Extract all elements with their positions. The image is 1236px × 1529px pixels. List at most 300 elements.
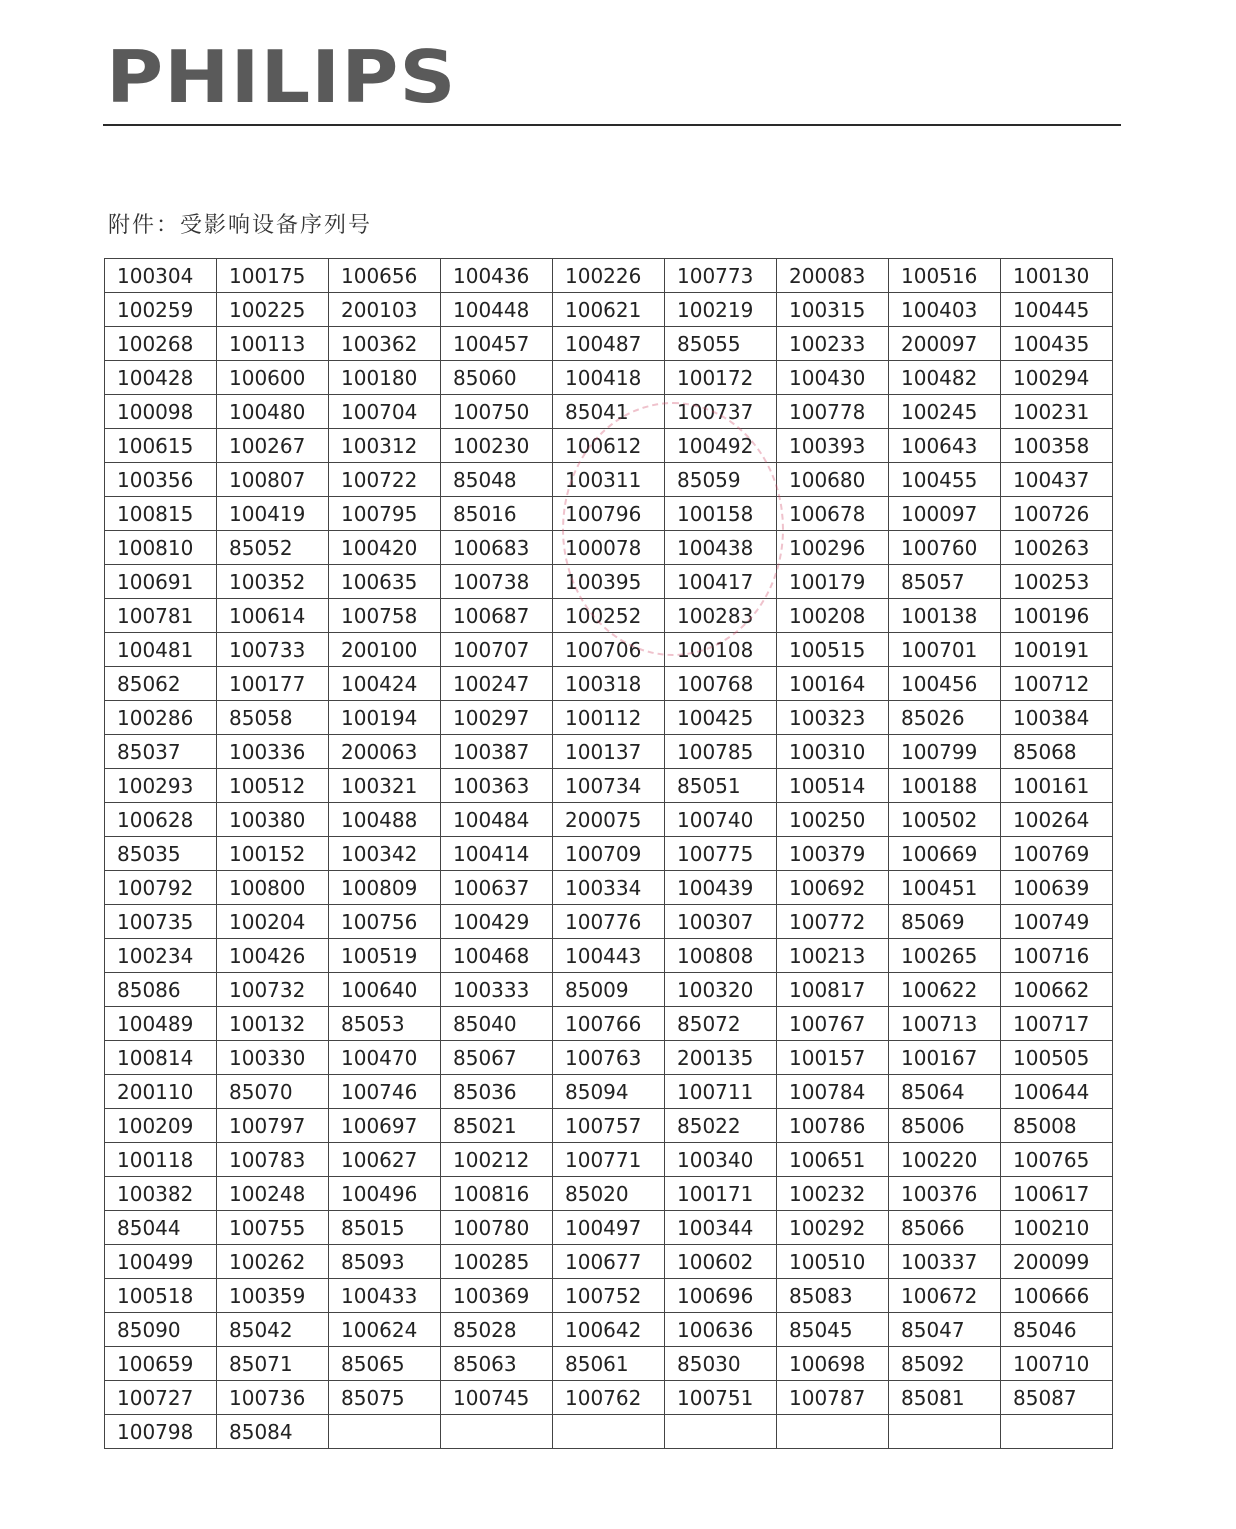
- serial-cell: 100376: [889, 1177, 1001, 1211]
- serial-cell: 100762: [553, 1381, 665, 1415]
- serial-cell: 100293: [105, 769, 217, 803]
- serial-cell: 85092: [889, 1347, 1001, 1381]
- serial-cell: 100179: [777, 565, 889, 599]
- serial-cell: 85006: [889, 1109, 1001, 1143]
- serial-cell: 100312: [329, 429, 441, 463]
- serial-cell: 100379: [777, 837, 889, 871]
- serial-cell: 100212: [441, 1143, 553, 1177]
- serial-cell: 100727: [105, 1381, 217, 1415]
- serial-cell: 100230: [441, 429, 553, 463]
- serial-cell: 100795: [329, 497, 441, 531]
- serial-cell: 100515: [777, 633, 889, 667]
- serial-cell: 100250: [777, 803, 889, 837]
- serial-cell: 85053: [329, 1007, 441, 1041]
- serial-cell: 100499: [105, 1245, 217, 1279]
- serial-cell: 100393: [777, 429, 889, 463]
- serial-cell: 100420: [329, 531, 441, 565]
- table-row: [105, 259, 1113, 293]
- serial-cell: 100768: [665, 667, 777, 701]
- serial-cell: 100384: [1001, 701, 1113, 735]
- serial-cell: 100470: [329, 1041, 441, 1075]
- serial-cell: 100286: [105, 701, 217, 735]
- serial-cell: 85026: [889, 701, 1001, 735]
- serial-cell: 100519: [329, 939, 441, 973]
- serial-cell: 100484: [441, 803, 553, 837]
- serial-cell: 100318: [553, 667, 665, 701]
- serial-cell: 100209: [105, 1109, 217, 1143]
- serial-cell: 85083: [777, 1279, 889, 1313]
- serial-cell: 100161: [1001, 769, 1113, 803]
- serial-cell: 100760: [889, 531, 1001, 565]
- serial-cell: 100624: [329, 1313, 441, 1347]
- serial-cell: 100252: [553, 599, 665, 633]
- serial-cell: 100443: [553, 939, 665, 973]
- serial-cell: 100225: [217, 293, 329, 327]
- philips-logo: PHILIPS: [106, 36, 457, 120]
- serial-cell: 100468: [441, 939, 553, 973]
- serial-cell: 100395: [553, 565, 665, 599]
- serial-cell: 100403: [889, 293, 1001, 327]
- serial-cell: 100750: [441, 395, 553, 429]
- serial-cell: 100704: [329, 395, 441, 429]
- serial-cell: 100709: [553, 837, 665, 871]
- serial-cell: 100304: [105, 259, 217, 293]
- serial-cell: [553, 1415, 665, 1449]
- serial-cell: 100414: [441, 837, 553, 871]
- table-row: [105, 1415, 1113, 1449]
- serial-cell: 85062: [105, 667, 217, 701]
- serial-cell: 100672: [889, 1279, 1001, 1313]
- serial-cell: 85064: [889, 1075, 1001, 1109]
- serial-cell: 85057: [889, 565, 1001, 599]
- serial-cell: 200083: [777, 259, 889, 293]
- serial-cell: 100698: [777, 1347, 889, 1381]
- table-row: [105, 497, 1113, 531]
- serial-cell: 100518: [105, 1279, 217, 1313]
- serial-cell: [441, 1415, 553, 1449]
- serial-cell: 85035: [105, 837, 217, 871]
- serial-cell: 200063: [329, 735, 441, 769]
- serial-cell: 100763: [553, 1041, 665, 1075]
- serial-cell: 85040: [441, 1007, 553, 1041]
- serial-cell: 85058: [217, 701, 329, 735]
- serial-cell: 85022: [665, 1109, 777, 1143]
- serial-cell: 100816: [441, 1177, 553, 1211]
- serial-cell: [1001, 1415, 1113, 1449]
- serial-cell: 100268: [105, 327, 217, 361]
- serial-cell: 100734: [553, 769, 665, 803]
- serial-cell: 85015: [329, 1211, 441, 1245]
- serial-cell: 100732: [217, 973, 329, 1007]
- serial-cell: 100615: [105, 429, 217, 463]
- serial-cell: 85020: [553, 1177, 665, 1211]
- serial-cell: 100330: [217, 1041, 329, 1075]
- serial-cell: 100292: [777, 1211, 889, 1245]
- serial-cell: 200100: [329, 633, 441, 667]
- table-row: [105, 1177, 1113, 1211]
- serial-cell: 100430: [777, 361, 889, 395]
- serial-cell: 100342: [329, 837, 441, 871]
- serial-cell: 85060: [441, 361, 553, 395]
- serial-cell: 85036: [441, 1075, 553, 1109]
- serial-cell: 100321: [329, 769, 441, 803]
- serial-cell: 100780: [441, 1211, 553, 1245]
- serial-cell: 100755: [217, 1211, 329, 1245]
- table-row: [105, 1347, 1113, 1381]
- serial-number-table-body: [105, 259, 1113, 1449]
- serial-cell: 85046: [1001, 1313, 1113, 1347]
- serial-cell: [665, 1415, 777, 1449]
- serial-cell: 100707: [441, 633, 553, 667]
- serial-cell: 100247: [441, 667, 553, 701]
- serial-cell: 100263: [1001, 531, 1113, 565]
- serial-cell: 100496: [329, 1177, 441, 1211]
- serial-cell: 85093: [329, 1245, 441, 1279]
- serial-cell: 85067: [441, 1041, 553, 1075]
- serial-cell: 100787: [777, 1381, 889, 1415]
- serial-cell: 100118: [105, 1143, 217, 1177]
- serial-cell: 100792: [105, 871, 217, 905]
- serial-cell: 100426: [217, 939, 329, 973]
- serial-cell: 100164: [777, 667, 889, 701]
- serial-cell: 85084: [217, 1415, 329, 1449]
- serial-cell: 100778: [777, 395, 889, 429]
- serial-cell: 85066: [889, 1211, 1001, 1245]
- serial-cell: 100800: [217, 871, 329, 905]
- serial-cell: 85051: [665, 769, 777, 803]
- serial-cell: 100445: [1001, 293, 1113, 327]
- serial-cell: 100433: [329, 1279, 441, 1313]
- serial-cell: 100245: [889, 395, 1001, 429]
- serial-cell: [889, 1415, 1001, 1449]
- serial-number-table: [104, 258, 1113, 1449]
- serial-cell: 85042: [217, 1313, 329, 1347]
- table-row: [105, 361, 1113, 395]
- serial-cell: 100137: [553, 735, 665, 769]
- serial-cell: 100488: [329, 803, 441, 837]
- serial-cell: 100172: [665, 361, 777, 395]
- serial-cell: 100796: [553, 497, 665, 531]
- table-row: [105, 1211, 1113, 1245]
- serial-cell: 100487: [553, 327, 665, 361]
- serial-cell: 100113: [217, 327, 329, 361]
- table-row: [105, 1381, 1113, 1415]
- table-row: [105, 599, 1113, 633]
- table-row: [105, 735, 1113, 769]
- serial-cell: 100213: [777, 939, 889, 973]
- serial-cell: 100740: [665, 803, 777, 837]
- serial-cell: 100382: [105, 1177, 217, 1211]
- serial-cell: 100602: [665, 1245, 777, 1279]
- serial-cell: 100769: [1001, 837, 1113, 871]
- serial-cell: 100356: [105, 463, 217, 497]
- serial-cell: 100167: [889, 1041, 1001, 1075]
- serial-cell: 100622: [889, 973, 1001, 1007]
- serial-cell: 100226: [553, 259, 665, 293]
- serial-cell: 100456: [889, 667, 1001, 701]
- serial-cell: 100158: [665, 497, 777, 531]
- serial-cell: 100711: [665, 1075, 777, 1109]
- serial-cell: 100600: [217, 361, 329, 395]
- serial-cell: 85008: [1001, 1109, 1113, 1143]
- serial-cell: 100697: [329, 1109, 441, 1143]
- table-row: [105, 1245, 1113, 1279]
- serial-cell: 100662: [1001, 973, 1113, 1007]
- serial-cell: 85090: [105, 1313, 217, 1347]
- serial-cell: 100078: [553, 531, 665, 565]
- serial-cell: 100798: [105, 1415, 217, 1449]
- serial-cell: 100492: [665, 429, 777, 463]
- serial-cell: 100157: [777, 1041, 889, 1075]
- serial-cell: 85016: [441, 497, 553, 531]
- serial-cell: 100808: [665, 939, 777, 973]
- serial-cell: 100482: [889, 361, 1001, 395]
- table-row: [105, 463, 1113, 497]
- serial-cell: 100152: [217, 837, 329, 871]
- serial-cell: 85047: [889, 1313, 1001, 1347]
- serial-cell: 100132: [217, 1007, 329, 1041]
- serial-cell: 100691: [105, 565, 217, 599]
- serial-cell: 100429: [441, 905, 553, 939]
- serial-cell: 85055: [665, 327, 777, 361]
- serial-cell: 100359: [217, 1279, 329, 1313]
- serial-cell: 100757: [553, 1109, 665, 1143]
- serial-cell: 100108: [665, 633, 777, 667]
- serial-cell: 100439: [665, 871, 777, 905]
- attachment-title: 附件：受影响设备序列号: [108, 213, 373, 238]
- serial-cell: 100417: [665, 565, 777, 599]
- table-row: [105, 701, 1113, 735]
- serial-cell: 100428: [105, 361, 217, 395]
- serial-cell: 100771: [553, 1143, 665, 1177]
- serial-cell: [777, 1415, 889, 1449]
- serial-cell: 100344: [665, 1211, 777, 1245]
- serial-cell: 85069: [889, 905, 1001, 939]
- table-row: [105, 327, 1113, 361]
- serial-cell: 100294: [1001, 361, 1113, 395]
- table-row: [105, 803, 1113, 837]
- serial-cell: 100362: [329, 327, 441, 361]
- serial-cell: 100437: [1001, 463, 1113, 497]
- serial-cell: 100621: [553, 293, 665, 327]
- serial-cell: 100786: [777, 1109, 889, 1143]
- serial-cell: 100380: [217, 803, 329, 837]
- serial-cell: 100264: [1001, 803, 1113, 837]
- serial-cell: 100758: [329, 599, 441, 633]
- serial-cell: [329, 1415, 441, 1449]
- serial-cell: 100232: [777, 1177, 889, 1211]
- serial-cell: 100773: [665, 259, 777, 293]
- serial-cell: 85028: [441, 1313, 553, 1347]
- serial-cell: 100267: [217, 429, 329, 463]
- serial-cell: 85048: [441, 463, 553, 497]
- serial-cell: 100283: [665, 599, 777, 633]
- serial-cell: 100285: [441, 1245, 553, 1279]
- header-rule: [103, 124, 1121, 126]
- serial-cell: 100369: [441, 1279, 553, 1313]
- serial-cell: 100637: [441, 871, 553, 905]
- serial-cell: 100643: [889, 429, 1001, 463]
- serial-cell: 85052: [217, 531, 329, 565]
- table-row: [105, 1075, 1113, 1109]
- serial-cell: 100712: [1001, 667, 1113, 701]
- serial-cell: 100334: [553, 871, 665, 905]
- table-row: [105, 973, 1113, 1007]
- serial-cell: 85068: [1001, 735, 1113, 769]
- serial-cell: 200135: [665, 1041, 777, 1075]
- serial-cell: 100735: [105, 905, 217, 939]
- serial-cell: 100614: [217, 599, 329, 633]
- serial-cell: 100208: [777, 599, 889, 633]
- serial-cell: 100814: [105, 1041, 217, 1075]
- serial-cell: 100687: [441, 599, 553, 633]
- serial-cell: 100706: [553, 633, 665, 667]
- table-row: [105, 1109, 1113, 1143]
- serial-cell: 100098: [105, 395, 217, 429]
- serial-cell: 100756: [329, 905, 441, 939]
- serial-cell: 100651: [777, 1143, 889, 1177]
- serial-cell: 100340: [665, 1143, 777, 1177]
- serial-cell: 100196: [1001, 599, 1113, 633]
- serial-cell: 100669: [889, 837, 1001, 871]
- serial-cell: 100612: [553, 429, 665, 463]
- table-row: [105, 769, 1113, 803]
- serial-cell: 100336: [217, 735, 329, 769]
- serial-cell: 100418: [553, 361, 665, 395]
- table-row: [105, 1313, 1113, 1347]
- serial-cell: 100448: [441, 293, 553, 327]
- serial-cell: 100138: [889, 599, 1001, 633]
- serial-cell: 100188: [889, 769, 1001, 803]
- serial-cell: 200110: [105, 1075, 217, 1109]
- serial-cell: 85044: [105, 1211, 217, 1245]
- serial-cell: 100710: [1001, 1347, 1113, 1381]
- serial-cell: 85070: [217, 1075, 329, 1109]
- serial-cell: 100455: [889, 463, 1001, 497]
- serial-cell: 100815: [105, 497, 217, 531]
- serial-cell: 100722: [329, 463, 441, 497]
- serial-cell: 100776: [553, 905, 665, 939]
- serial-cell: 100775: [665, 837, 777, 871]
- serial-cell: 100692: [777, 871, 889, 905]
- serial-cell: 100817: [777, 973, 889, 1007]
- table-row: [105, 905, 1113, 939]
- serial-cell: 100480: [217, 395, 329, 429]
- serial-cell: 100419: [217, 497, 329, 531]
- serial-cell: 100713: [889, 1007, 1001, 1041]
- serial-cell: 100323: [777, 701, 889, 735]
- serial-cell: 100736: [217, 1381, 329, 1415]
- serial-cell: 100502: [889, 803, 1001, 837]
- serial-cell: 100425: [665, 701, 777, 735]
- serial-cell: 100320: [665, 973, 777, 1007]
- serial-cell: 100797: [217, 1109, 329, 1143]
- serial-cell: 100424: [329, 667, 441, 701]
- serial-cell: 85059: [665, 463, 777, 497]
- serial-cell: 100451: [889, 871, 1001, 905]
- serial-cell: 100749: [1001, 905, 1113, 939]
- serial-cell: 100752: [553, 1279, 665, 1313]
- serial-cell: 100659: [105, 1347, 217, 1381]
- serial-cell: 100297: [441, 701, 553, 735]
- serial-cell: 100677: [553, 1245, 665, 1279]
- serial-cell: 100505: [1001, 1041, 1113, 1075]
- serial-cell: 100680: [777, 463, 889, 497]
- serial-cell: 85094: [553, 1075, 665, 1109]
- serial-cell: 100177: [217, 667, 329, 701]
- table-row: [105, 1143, 1113, 1177]
- serial-cell: 100097: [889, 497, 1001, 531]
- serial-cell: 100310: [777, 735, 889, 769]
- table-row: [105, 871, 1113, 905]
- serial-cell: 100516: [889, 259, 1001, 293]
- serial-cell: 100112: [553, 701, 665, 735]
- table-row: [105, 429, 1113, 463]
- serial-cell: 100130: [1001, 259, 1113, 293]
- serial-cell: 100234: [105, 939, 217, 973]
- serial-cell: 200097: [889, 327, 1001, 361]
- serial-cell: 85037: [105, 735, 217, 769]
- serial-cell: 100253: [1001, 565, 1113, 599]
- serial-cell: 100635: [329, 565, 441, 599]
- serial-cell: 100807: [217, 463, 329, 497]
- serial-cell: 100716: [1001, 939, 1113, 973]
- serial-cell: 100678: [777, 497, 889, 531]
- serial-cell: 100436: [441, 259, 553, 293]
- serial-cell: 200099: [1001, 1245, 1113, 1279]
- serial-cell: 100642: [553, 1313, 665, 1347]
- serial-cell: 100767: [777, 1007, 889, 1041]
- serial-cell: 100512: [217, 769, 329, 803]
- serial-cell: 100204: [217, 905, 329, 939]
- serial-cell: 100745: [441, 1381, 553, 1415]
- serial-cell: 85086: [105, 973, 217, 1007]
- serial-cell: 100180: [329, 361, 441, 395]
- serial-cell: 100481: [105, 633, 217, 667]
- serial-cell: 200075: [553, 803, 665, 837]
- serial-cell: 100746: [329, 1075, 441, 1109]
- serial-cell: 100628: [105, 803, 217, 837]
- serial-cell: 100810: [105, 531, 217, 565]
- serial-cell: 100701: [889, 633, 1001, 667]
- table-row: [105, 1007, 1113, 1041]
- serial-cell: 100639: [1001, 871, 1113, 905]
- serial-cell: 100315: [777, 293, 889, 327]
- serial-cell: 85061: [553, 1347, 665, 1381]
- serial-cell: 100233: [777, 327, 889, 361]
- serial-cell: 100248: [217, 1177, 329, 1211]
- serial-cell: 100352: [217, 565, 329, 599]
- table-row: [105, 565, 1113, 599]
- serial-cell: 85072: [665, 1007, 777, 1041]
- serial-cell: 100751: [665, 1381, 777, 1415]
- serial-cell: 100219: [665, 293, 777, 327]
- serial-cell: 100799: [889, 735, 1001, 769]
- serial-cell: 100766: [553, 1007, 665, 1041]
- serial-cell: 100640: [329, 973, 441, 1007]
- serial-cell: 100175: [217, 259, 329, 293]
- serial-cell: 100726: [1001, 497, 1113, 531]
- serial-cell: 100809: [329, 871, 441, 905]
- table-row: [105, 293, 1113, 327]
- serial-cell: 100358: [1001, 429, 1113, 463]
- table-row: [105, 1279, 1113, 1313]
- table-row: [105, 837, 1113, 871]
- serial-cell: 100644: [1001, 1075, 1113, 1109]
- serial-cell: 100738: [441, 565, 553, 599]
- table-row: [105, 531, 1113, 565]
- serial-cell: 100337: [889, 1245, 1001, 1279]
